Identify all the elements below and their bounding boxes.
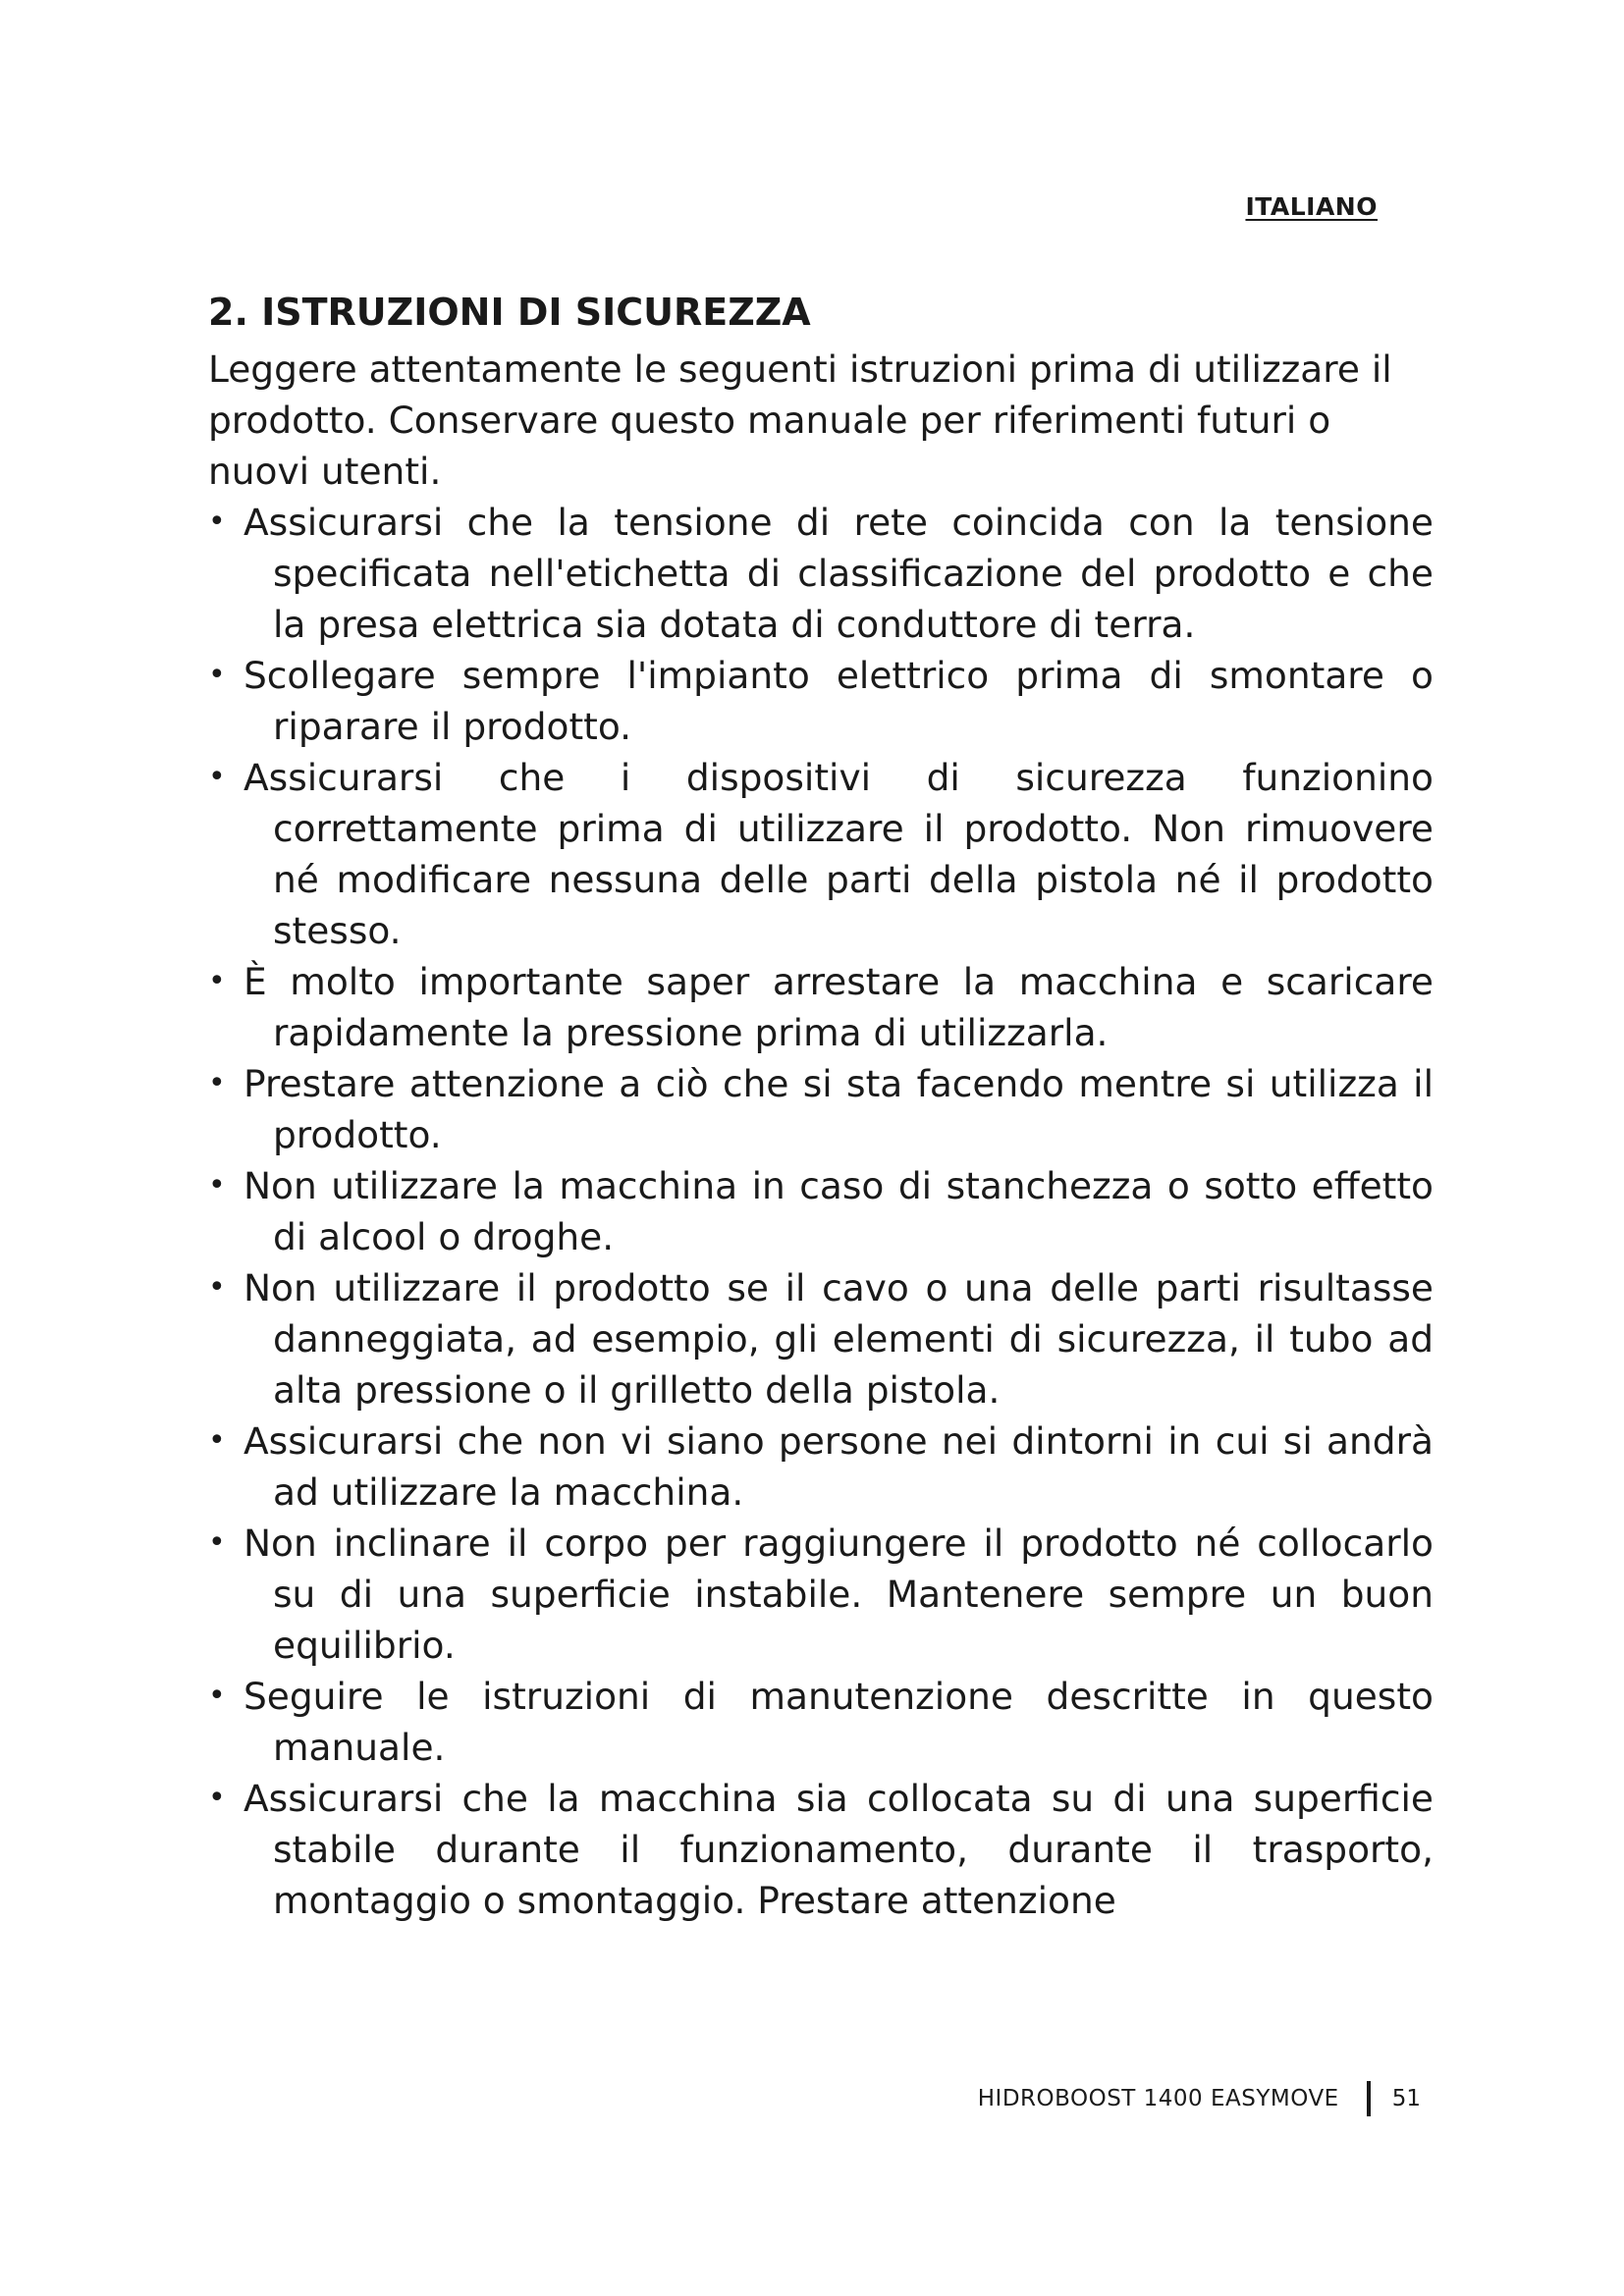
footer-divider — [1367, 2081, 1371, 2116]
list-item-text: Non utilizzare il prodotto se il cavo o una delle parti risultasse danneggiata, ad esempio, gli elementi di sicurezza, il tubo ad alta pressione o il grilletto della pistola. — [244, 1266, 1434, 1412]
bullet-icon: • — [208, 505, 226, 539]
bullet-icon: • — [208, 1270, 226, 1305]
list-item — [208, 752, 1434, 956]
bullet-icon: • — [208, 1679, 226, 1713]
list-item — [208, 1518, 1434, 1671]
list-item-text: È molto importante saper arrestare la macchina e scaricare rapidamente la pressione prima di utilizzarla. — [244, 960, 1434, 1054]
list-item — [208, 650, 1434, 752]
list-item-text: Non inclinare il corpo per raggiungere il prodotto né collocarlo su di una superficie instabile. Mantenere sempre un buon equilibrio. — [244, 1522, 1434, 1667]
list-item — [208, 1160, 1434, 1262]
bullet-icon: • — [208, 1066, 226, 1100]
list-item — [208, 1671, 1434, 1773]
list-item — [208, 1058, 1434, 1160]
list-item — [208, 497, 1434, 650]
section-title: 2. ISTRUZIONI DI SICUREZZA — [208, 291, 811, 334]
bullet-icon: • — [208, 658, 226, 692]
list-item-text: Seguire le istruzioni di manutenzione descritte in questo manuale. — [244, 1675, 1434, 1769]
list-item-text: Assicurarsi che non vi siano persone nei dintorni in cui si andrà ad utilizzare la macchina. — [244, 1419, 1434, 1514]
page-number: 51 — [1391, 2086, 1421, 2111]
list-item — [208, 1262, 1434, 1415]
list-item-text: Non utilizzare la macchina in caso di stanchezza o sotto effetto di alcool o droghe. — [244, 1164, 1434, 1258]
bullet-icon: • — [208, 964, 226, 998]
list-item-text: Assicurarsi che i dispositivi di sicurezza funzionino correttamente prima di utilizzare il prodotto. Non rimuovere né modificare nessuna delle parti della pistola né il prodotto stesso. — [244, 756, 1434, 952]
list-item — [208, 956, 1434, 1058]
list-item-text: Scollegare sempre l'impianto elettrico prima di smontare o riparare il prodotto. — [244, 654, 1434, 748]
page-footer — [978, 2081, 1421, 2116]
list-item-text: Assicurarsi che la macchina sia collocata su di una superficie stabile durante il funzionamento, durante il trasporto, montaggio o smontaggio. Prestare attenzione — [244, 1777, 1434, 1922]
bullet-icon: • — [208, 1781, 226, 1815]
bullet-icon: • — [208, 1423, 226, 1458]
list-item-text: Prestare attenzione a ciò che si sta facendo mentre si utilizza il prodotto. — [244, 1062, 1434, 1156]
safety-instructions-list — [208, 497, 1434, 1926]
list-item — [208, 1773, 1434, 1926]
list-item — [208, 1415, 1434, 1518]
bullet-icon: • — [208, 760, 226, 794]
footer-product-name: HIDROBOOST 1400 EASYMOVE — [977, 2086, 1339, 2111]
section-intro: Leggere attentamente le seguenti istruzioni prima di utilizzare il prodotto. Conservare questo manuale per riferimenti futuri o nuovi utenti. — [208, 347, 1392, 493]
bullet-icon: • — [208, 1168, 226, 1202]
list-item-text: Assicurarsi che la tensione di rete coincida con la tensione specificata nell'etichetta di classificazione del prodotto e che la presa elettrica sia dotata di conduttore di terra. — [244, 501, 1434, 646]
language-label: ITALIANO — [1245, 192, 1378, 221]
bullet-icon: • — [208, 1525, 226, 1560]
safety-section — [208, 287, 1434, 1926]
